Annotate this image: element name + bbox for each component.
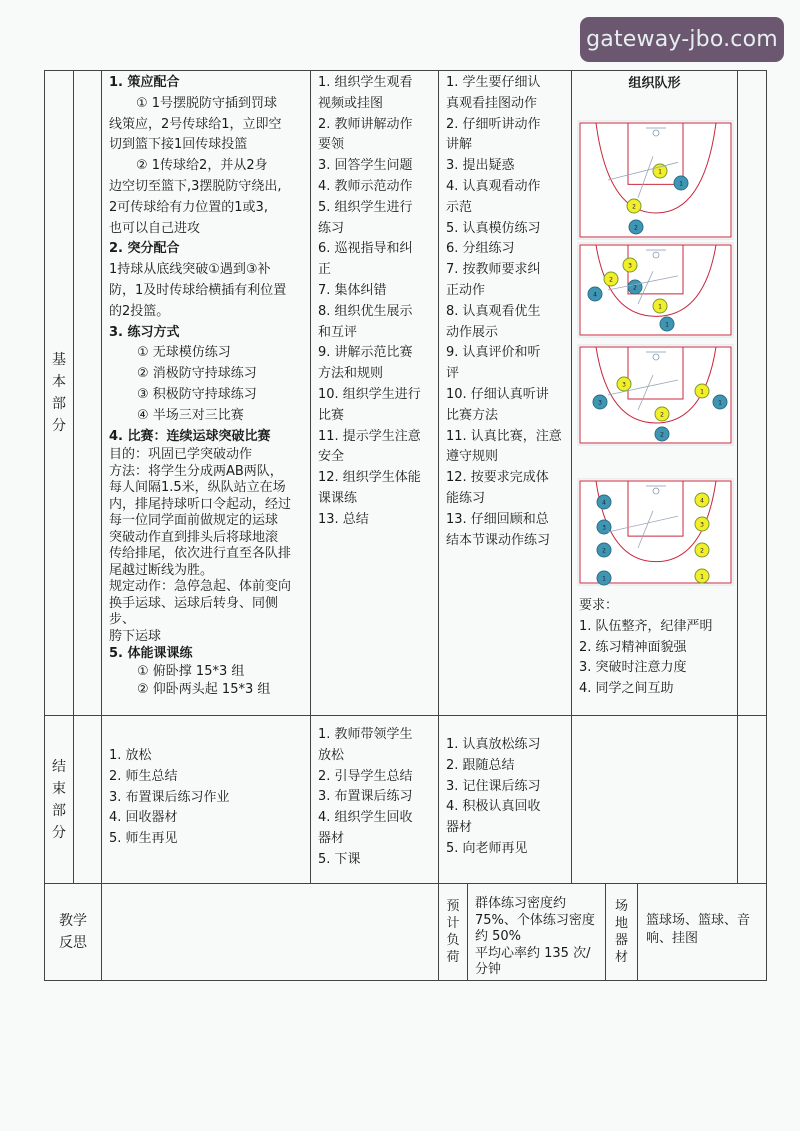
svg-text:3: 3 [598, 399, 602, 407]
student-line: 13. 仔细回顾和总 [446, 511, 549, 527]
player-yellow-2 [695, 543, 709, 557]
teacher-line: 11. 提示学生注意 [318, 428, 421, 444]
player-yellow-4 [695, 493, 709, 507]
label-char: 场 [614, 899, 628, 914]
svg-text:2: 2 [660, 431, 664, 439]
svg-text:3: 3 [602, 524, 606, 532]
load-label [438, 883, 468, 981]
content-line: ① 无球模仿练习 [137, 345, 231, 361]
student-line: 动作展示 [446, 324, 499, 340]
content-line: 换手运球、运球后转身、同侧步、 [109, 595, 279, 628]
content-line: 的2投篮。 [109, 303, 170, 319]
student-line: 10. 仔细认真听讲 [446, 386, 549, 402]
content-line: 边空切至篮下,3摆脱防守绕出, [109, 178, 282, 194]
load-line: 群体练习密度约 [475, 896, 567, 911]
player-blue-4 [597, 495, 611, 509]
content-line: 尾越过断线为胜。 [109, 562, 214, 578]
basic-content-cell [101, 70, 311, 716]
student-line: 正动作 [446, 282, 486, 298]
reflection-content [101, 883, 439, 981]
teacher-line: 和互评 [318, 324, 358, 340]
teacher-line: 要领 [318, 137, 345, 153]
svg-text:1: 1 [658, 303, 662, 311]
teacher-line: 课课练 [318, 490, 358, 506]
student-line: 3. 提出疑惑 [446, 158, 515, 174]
basic-section-label [44, 70, 74, 716]
label-char: 器 [614, 933, 628, 948]
svg-text:2: 2 [602, 547, 606, 555]
teacher-line: 6. 巡视指导和纠 [318, 241, 413, 257]
competition-description [109, 447, 303, 645]
svg-text:1: 1 [700, 573, 704, 581]
student-line: 真观看挂图动作 [446, 95, 538, 111]
teacher-line: 正 [318, 262, 332, 278]
player-yellow-1 [695, 569, 709, 583]
teacher-line: 2. 教师讲解动作 [318, 116, 413, 132]
student-line: 器材 [446, 820, 473, 836]
student-line: 评 [446, 366, 460, 382]
content-line: 1持球从底线突破①遇到③补 [109, 262, 271, 278]
label-char: 部 [52, 802, 66, 819]
teacher-line: 1. 组织学生观看 [318, 75, 413, 90]
label-char: 计 [446, 916, 460, 931]
watermark-badge: gateway-jbo.com [580, 17, 784, 62]
player-blue-1 [597, 571, 611, 585]
label-char: 地 [614, 916, 628, 931]
content-line: 内，排尾持球听口令起动，经过 [109, 496, 292, 512]
label-char: 负 [446, 933, 460, 948]
teacher-line: 13. 总结 [318, 511, 369, 527]
content-line: ④ 半场三对三比赛 [137, 407, 244, 423]
label-char: 束 [52, 780, 66, 797]
reflection-label [44, 883, 102, 981]
teacher-line: 3. 回答学生问题 [318, 158, 413, 174]
player-blue-1 [713, 395, 727, 409]
content-line: 每人间隔1.5米，纵队站立在场 [109, 480, 286, 496]
svg-text:2: 2 [633, 284, 637, 292]
court-diagram-2 [578, 243, 733, 337]
content-line: 2. 突分配合 [109, 241, 180, 257]
student-line: 讲解 [446, 137, 473, 153]
player-blue-2 [629, 220, 643, 234]
content-line: 5. 师生再见 [109, 831, 178, 847]
teacher-line: 比赛 [318, 407, 345, 423]
content-line: 3. 布置课后练习作业 [109, 789, 230, 805]
ending-section-label [44, 715, 74, 884]
label-line: 反思 [59, 935, 87, 951]
player-blue-2 [655, 427, 669, 441]
content-line: ③ 积极防守持球练习 [137, 386, 257, 402]
load-line: 分钟 [475, 962, 502, 977]
svg-text:1: 1 [679, 180, 683, 188]
venue-label [605, 883, 638, 981]
court-diagram-1 [578, 121, 733, 239]
content-line: ① 1号摆脱防守插到罚球 [136, 95, 278, 111]
content-line: 线策应，2号传球给1，立即空 [109, 116, 282, 132]
svg-text:2: 2 [700, 547, 704, 555]
student-line: 2. 仔细听讲动作 [446, 116, 541, 132]
ending-student-cell [438, 715, 572, 884]
label-char: 分 [52, 824, 66, 841]
student-line: 5. 向老师再见 [446, 840, 528, 856]
svg-text:2: 2 [609, 276, 613, 284]
teacher-line: 1. 教师带领学生 [318, 727, 413, 742]
content-line: 规定动作：急停急起、体前变向 [109, 579, 292, 595]
content-line: ② 消极防守持球练习 [137, 366, 257, 382]
content-line: ② 仰卧两头起 15*3 组 [137, 682, 271, 698]
student-line: 6. 分组练习 [446, 241, 515, 257]
label-char: 部 [52, 396, 66, 412]
label-char: 分 [52, 418, 66, 434]
svg-text:2: 2 [632, 203, 636, 211]
basic-notes-cell [737, 70, 767, 716]
student-activities [446, 73, 564, 551]
svg-text:1: 1 [665, 321, 669, 329]
svg-text:2: 2 [660, 411, 664, 419]
teacher-line: 8. 组织优生展示 [318, 303, 413, 319]
fitness-list [109, 645, 303, 699]
player-yellow-3 [617, 377, 631, 391]
student-line: 1. 认真放松练习 [446, 737, 541, 752]
requirement-item: 1. 队伍整齐，纪律严明 [579, 618, 713, 634]
content-line: 1. 策应配合 [109, 75, 180, 90]
ending-teacher-cell [310, 715, 439, 884]
player-blue-2 [597, 543, 611, 557]
content-line: 2. 师生总结 [109, 768, 178, 784]
teacher-activities [318, 73, 431, 531]
student-line: 8. 认真观看优生 [446, 303, 541, 319]
teacher-line: 4. 教师示范动作 [318, 178, 413, 194]
player-yellow-2 [604, 272, 618, 286]
ending-notes-cell [737, 715, 767, 884]
ending-formation-cell [571, 715, 738, 884]
student-line: 示范 [446, 199, 473, 215]
player-yellow-1 [695, 384, 709, 398]
content-line: 胯下运球 [109, 628, 162, 644]
svg-text:4: 4 [593, 291, 597, 299]
teacher-line: 5. 组织学生进行 [318, 199, 413, 215]
label-char: 预 [446, 899, 460, 914]
requirement-item: 3. 突破时注意力度 [579, 660, 687, 676]
ending-teacher-list [318, 725, 431, 871]
teacher-line: 练习 [318, 220, 345, 236]
teacher-line: 视频或挂图 [318, 95, 384, 111]
requirement-item: 2. 练习精神面貌强 [579, 639, 687, 655]
venue-line: 响、挂图 [646, 931, 699, 946]
svg-text:1: 1 [658, 168, 662, 176]
basic-student-cell [438, 70, 572, 716]
content-line: 方法：将学生分成两AB两队， [109, 463, 283, 479]
content-line: ① 俯卧撑 15*3 组 [137, 664, 245, 680]
student-line: 11. 认真比赛，注意 [446, 428, 562, 444]
svg-text:3: 3 [622, 381, 626, 389]
label-line: 教学 [59, 913, 87, 929]
content-line: 突破动作直到排头后将球地滚 [109, 529, 279, 545]
player-yellow-2 [627, 199, 641, 213]
load-line: 75%、个体练习密度 [475, 912, 595, 928]
teacher-line: 3. 布置课后练习 [318, 789, 413, 805]
student-line: 1. 学生要仔细认 [446, 75, 541, 90]
basic-teacher-cell [310, 70, 439, 716]
svg-text:1: 1 [602, 575, 606, 583]
label-char: 结 [52, 758, 66, 775]
teacher-line: 器材 [318, 830, 345, 846]
content-line: 5. 体能课课练 [109, 646, 193, 662]
content-line: 切到篮下接1回传球投篮 [109, 137, 248, 153]
student-line: 结本节课动作练习 [446, 532, 551, 548]
student-line: 9. 认真评价和听 [446, 345, 541, 361]
basic-time-cell [73, 70, 102, 716]
content-line: 4. 比赛：连续运球突破比赛 [109, 428, 271, 444]
player-blue-3 [593, 395, 607, 409]
teacher-line: 7. 集体纠错 [318, 282, 387, 298]
content-line: 1. 放松 [109, 748, 152, 763]
label-char: 基 [52, 352, 66, 368]
svg-text:4: 4 [700, 497, 704, 505]
content-line: 也可以自己进攻 [109, 220, 201, 236]
ending-time-cell [73, 715, 102, 884]
teacher-line: 安全 [318, 449, 345, 465]
student-line: 5. 认真模仿练习 [446, 220, 541, 236]
venue-line: 篮球场、篮球、音 [646, 913, 751, 928]
player-blue-4 [588, 287, 602, 301]
label-char: 荷 [446, 950, 460, 965]
svg-text:3: 3 [700, 521, 704, 529]
teacher-line: 放松 [318, 747, 345, 763]
student-line: 4. 积极认真回收 [446, 799, 541, 815]
student-line: 遵守规则 [446, 449, 499, 465]
student-line: 比赛方法 [446, 407, 499, 423]
content-line: 防，1及时传球给横插有利位置 [109, 282, 287, 298]
teacher-line: 5. 下课 [318, 851, 361, 867]
player-yellow-1 [653, 299, 667, 313]
student-line: 12. 按要求完成体 [446, 470, 549, 486]
ending-content-list [109, 746, 303, 850]
court-diagram-4 [578, 479, 733, 585]
player-yellow-3 [695, 517, 709, 531]
player-yellow-1 [653, 164, 667, 178]
basic-content-list [109, 73, 303, 447]
student-line: 7. 按教师要求纠 [446, 262, 541, 278]
court-diagrams [572, 115, 738, 635]
court-diagram-3 [578, 345, 733, 445]
ending-content-cell [101, 715, 311, 884]
formation-title: 组织队形 [628, 76, 681, 91]
teacher-line: 9. 讲解示范比赛 [318, 345, 413, 361]
formation-cell [571, 70, 738, 716]
svg-text:2: 2 [634, 224, 638, 232]
teacher-line: 12. 组织学生体能 [318, 470, 421, 486]
player-blue-1 [674, 176, 688, 190]
ending-student-list [446, 735, 564, 860]
teacher-line: 10. 组织学生进行 [318, 386, 421, 402]
svg-text:3: 3 [628, 262, 632, 270]
load-line: 约 50% [475, 929, 522, 944]
teacher-line: 2. 引导学生总结 [318, 768, 413, 784]
venue-text [637, 883, 767, 981]
content-line: 3. 练习方式 [109, 324, 180, 340]
content-line: 传给排尾，依次进行直至各队排 [109, 546, 292, 562]
student-line: 4. 认真观看动作 [446, 178, 541, 194]
student-line: 2. 跟随总结 [446, 757, 515, 773]
svg-text:4: 4 [602, 499, 606, 507]
player-blue-2 [628, 280, 642, 294]
content-line: 4. 回收器材 [109, 810, 178, 826]
load-text [467, 883, 606, 981]
teacher-line: 方法和规则 [318, 366, 384, 382]
content-line: ② 1传球给2，并从2身 [136, 158, 268, 174]
content-line: 每一位同学面前做规定的运球 [109, 513, 279, 529]
requirements [579, 596, 713, 700]
svg-text:1: 1 [718, 399, 722, 407]
content-line: 2可传球给有力位置的1或3, [109, 199, 268, 215]
requirements-title: 要求： [579, 598, 619, 613]
requirement-item: 4. 同学之间互助 [579, 681, 674, 697]
label-char: 本 [52, 374, 66, 390]
student-line: 3. 记住课后练习 [446, 778, 541, 794]
load-line: 平均心率约 135 次/ [475, 945, 591, 961]
svg-text:1: 1 [700, 388, 704, 396]
player-yellow-3 [623, 258, 637, 272]
content-line: 目的：巩固已学突破动作 [109, 447, 253, 463]
teacher-line: 4. 组织学生回收 [318, 810, 413, 826]
player-yellow-2 [655, 407, 669, 421]
label-char: 材 [614, 950, 628, 965]
student-line: 能练习 [446, 490, 486, 506]
player-blue-1 [660, 317, 674, 331]
